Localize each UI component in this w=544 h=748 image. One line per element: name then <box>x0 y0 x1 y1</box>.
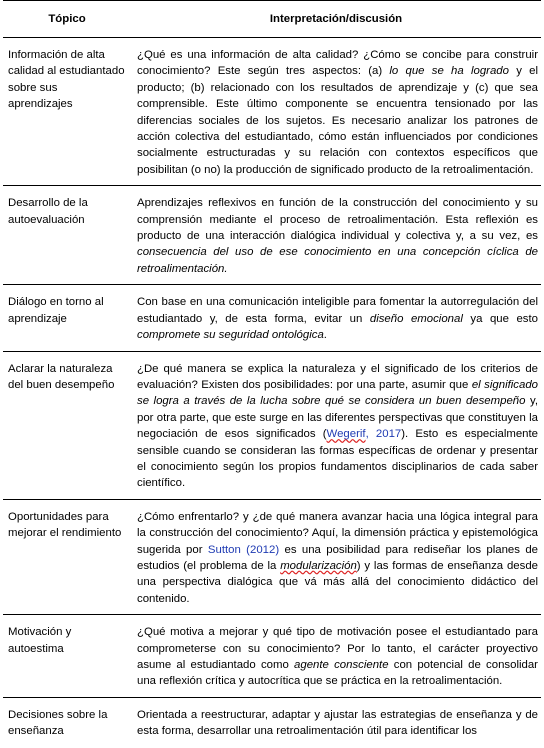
table-header-row <box>3 1 541 38</box>
row-topic: Decisiones sobre la enseñanza <box>8 708 108 738</box>
text-segment: Sutton (2012) <box>207 543 280 556</box>
text-segment: ¿De qué manera se explica la naturaleza y el significado de los criterios de evaluación? Existen dos posibilidades: por una parte, asumir que <box>137 362 538 391</box>
row-topic: Desarrollo de la autoevaluación <box>3 186 131 285</box>
row-interpretation <box>131 351 541 499</box>
column-header-interpretation: Interpretación/discusión <box>131 1 541 38</box>
text-segment: es una posibilidad para rediseñar los planes de estudios (el problema de la <box>137 543 538 572</box>
row-topic: Oportunidades para mejorar el rendimiento <box>3 499 131 614</box>
table-row <box>3 499 541 614</box>
row-interpretation <box>131 38 541 186</box>
text-segment: Con base en una comunicación inteligible para fomentar la autorregulación del estudiantado y, de esta forma, evitar un <box>137 296 538 325</box>
text-segment: con potencial de consolidar una reflexión crítica y autocrítica que se práctica en la retroalimentación. <box>137 659 538 688</box>
text-segment: ya que esto <box>462 312 539 325</box>
row-interpretation <box>131 615 541 698</box>
text-segment: el significado se logra a través de la lucha sobre qué se considera un buen desempeño <box>137 378 538 408</box>
text-segment: ) y las formas de enseñanza desde una perspectiva dialógica que vá más allá del conocimiento didáctico del contenido. <box>137 559 538 605</box>
text-segment: Orientada a reestructurar, adaptar y ajustar las estrategias de enseñanza y de esta forma, desarrollar una retroalimentación útil para identificar los <box>137 708 538 738</box>
topics-table <box>3 0 541 747</box>
text-segment: ¿Qué motiva a mejorar y qué tipo de motivación posee el estudiantado para comprometerse con su conocimiento? Por lo tanto, el carácter proyectivo asume al estudiantado como <box>137 626 538 671</box>
text-segment: diseño emocional <box>369 312 463 325</box>
row-interpretation <box>131 285 541 351</box>
row-interpretation <box>131 186 541 285</box>
text-segment: y, por otra parte, que este surge en las diferentes perspectivas que constituyen la negociación de esos significados ( <box>137 395 539 441</box>
table-row <box>3 186 541 285</box>
text-segment: consecuencia del uso de ese conocimiento en una concepción cíclica de retroalimentación. <box>137 246 538 275</box>
text-segment: ¿Qué es una información de alta calidad? ¿Cómo se concibe para construir conocimiento? Este según tres aspectos: (a) <box>137 49 538 78</box>
table-row <box>3 615 541 698</box>
table-row <box>3 351 541 499</box>
row-topic: Aclarar la naturaleza del buen desempeño <box>3 351 131 499</box>
row-topic: Información de alta calidad al estudiantado sobre sus aprendizajes <box>3 38 131 186</box>
table-row <box>3 38 541 186</box>
row-interpretation <box>131 697 541 746</box>
text-segment: ¿Cómo enfrentarlo? y ¿de qué manera avanzar hacia una lógica integral para la construcción del conocimiento? Aquí, la dimensión práctica y epistemológica sugerida por <box>137 510 538 556</box>
row-topic: Diálogo en torno al aprendizaje <box>3 285 131 351</box>
text-segment: , 2017 <box>365 428 402 441</box>
text-segment: . <box>323 329 327 342</box>
row-topic: Motivación y autoestima <box>3 615 131 698</box>
text-segment: modularización <box>280 559 357 572</box>
text-segment: lo que se ha logrado <box>389 65 509 78</box>
text-segment: ). Esto es especialmente sensible cuando se consideran las formas específicas de ordenar y presentar el conocimiento según los propios fundamentos disciplinarios de cada saber científico. <box>137 428 539 490</box>
table-row <box>3 697 541 746</box>
row-interpretation <box>131 499 541 614</box>
text-segment: Aprendizajes reflexivos en función de la construcción del conocimiento y su comprensión mediante el proceso de retroalimentación. Esta reflexión es producto de una interacción dialógica individual y colectiva y, a su vez, es <box>137 197 538 243</box>
text-segment: Wegerif <box>326 428 366 441</box>
column-header-topic: Tópico <box>3 1 131 38</box>
text-segment: y el producto; (b) relacionado con los resultados de aprendizaje y (c) que sea comprensible. Este último componente se encuentra tensionado por las diferencias sociales de los sujetos. Es necesario analizar los patrones de acción colectiva del estudiantado, cómo están influenciados por condiciones socialmente estructuradas y su relación con contextos específicos que posibilitan (o no) la producción de significado producto de la retroalimentación. <box>137 65 538 176</box>
table-row <box>3 285 541 351</box>
text-segment: agente consciente <box>294 659 389 671</box>
text-segment: compromete su seguridad ontológica <box>137 329 324 342</box>
